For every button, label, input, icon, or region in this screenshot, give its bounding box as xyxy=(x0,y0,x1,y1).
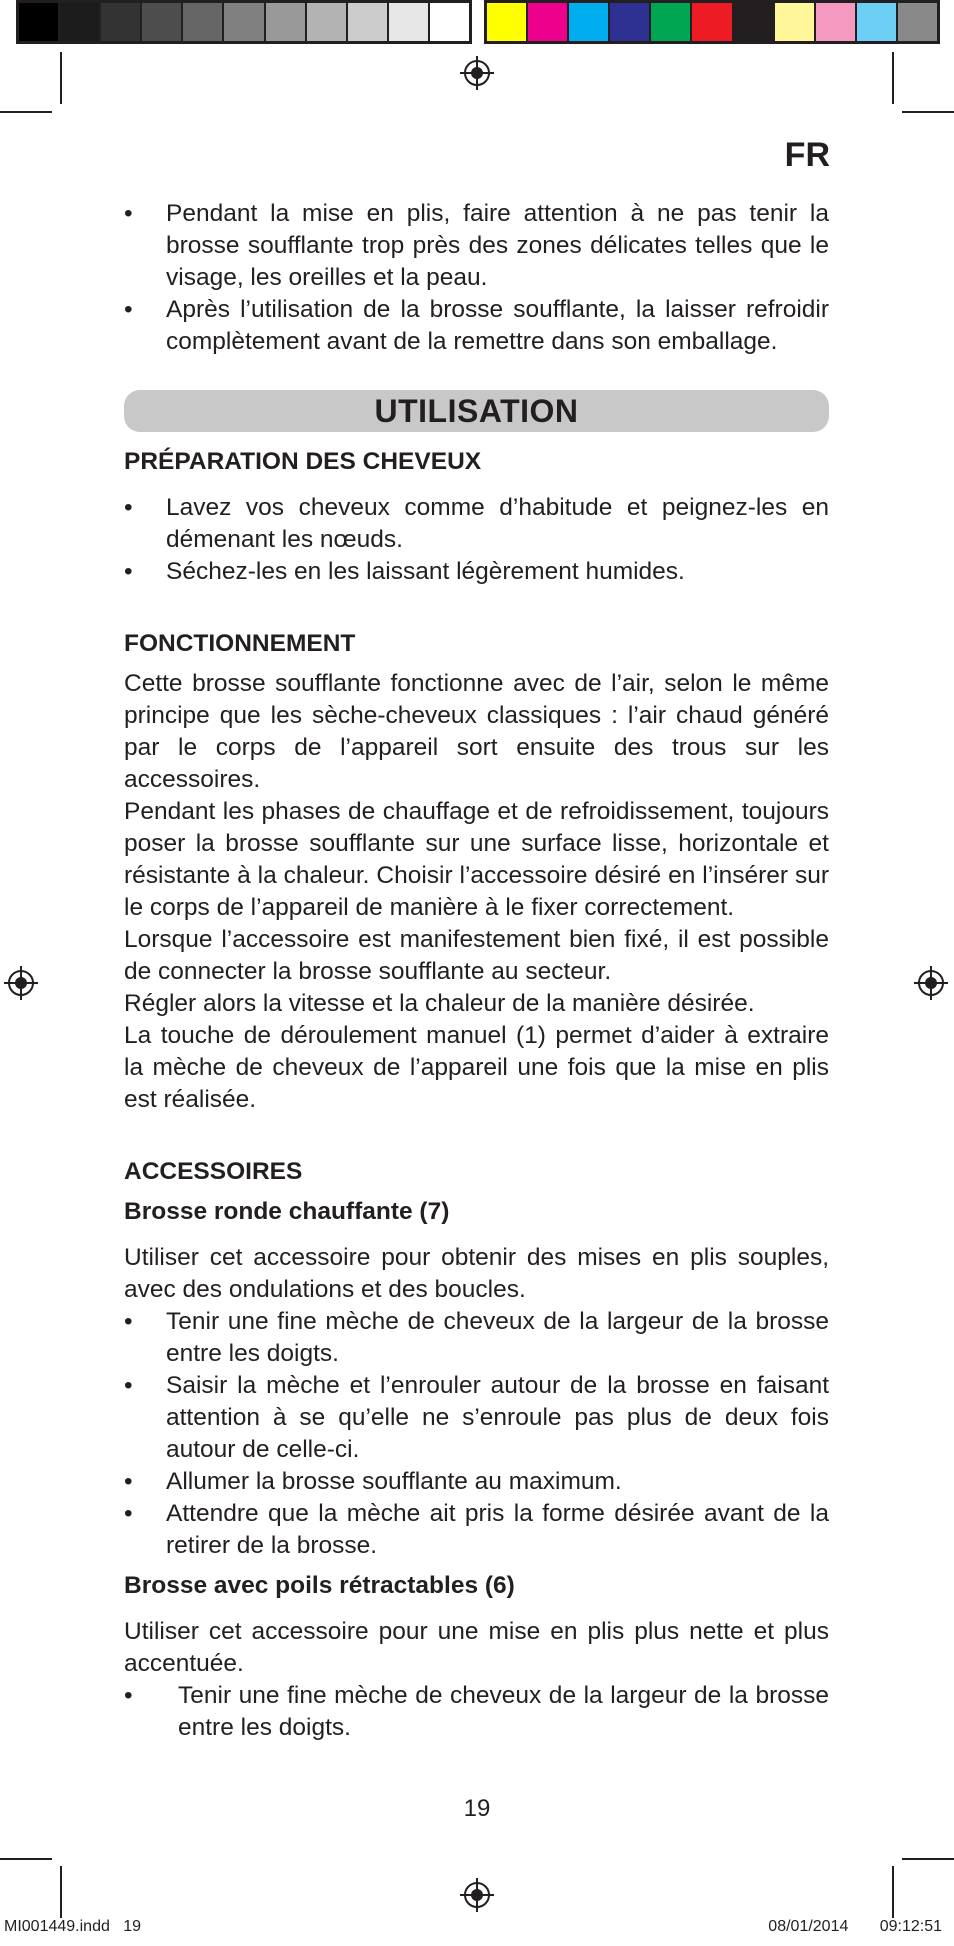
crop-mark xyxy=(60,1866,62,1918)
list-item: • Tenir une fine mèche de cheveux de la largeur de la brosse entre les doigts. xyxy=(124,1680,829,1744)
crop-mark xyxy=(0,1858,52,1860)
list-item: • Séchez-les en les laissant légèrement humides. xyxy=(124,556,829,588)
color-swatch xyxy=(569,3,610,41)
registration-mark-icon xyxy=(460,1878,494,1912)
paragraph: Cette brosse soufflante fonctionne avec de l’air, selon le même principe que les sèche-cheveux classiques : l’air chaud généré par le corps de l’appareil sort ensuite des trous sur les accessoires. xyxy=(124,670,829,793)
paragraph: Utiliser cet accessoire pour une mise en plis plus nette et plus accentuée. xyxy=(124,1618,829,1677)
list-item: • Saisir la mèche et l’enrouler autour de la brosse en faisant attention à se qu’elle ne s’enroule pas plus de deux fois autour de celle-ci. xyxy=(124,1370,829,1466)
color-swatch xyxy=(692,3,733,41)
heading-brosse-ronde: Brosse ronde chauffante (7) xyxy=(124,1198,450,1225)
list-item: • Après l’utilisation de la brosse soufflante, la laisser refroidir complètement avant de la remettre dans son emballage. xyxy=(124,294,829,358)
color-swatch xyxy=(734,3,775,41)
crop-mark xyxy=(0,111,52,113)
paragraph: Utiliser cet accessoire pour obtenir des mises en plis souples, avec des ondulations et des boucles. xyxy=(124,1244,829,1303)
ronde-bullet-list xyxy=(124,1306,829,1562)
language-label: FR xyxy=(784,136,830,174)
list-item: • Pendant la mise en plis, faire attention à ne pas tenir la brosse soufflante trop près des zones délicates telles que le visage, les oreilles et la peau. xyxy=(124,198,829,294)
crop-mark xyxy=(902,1858,954,1860)
list-item: • Tenir une fine mèche de cheveux de la largeur de la brosse entre les doigts. xyxy=(124,1306,829,1370)
preparation-bullet-list xyxy=(124,492,829,588)
heading-brosse-retractables: Brosse avec poils rétractables (6) xyxy=(124,1572,515,1599)
registration-mark-icon xyxy=(460,56,494,90)
registration-mark-icon xyxy=(914,966,948,1000)
section-title-banner: UTILISATION xyxy=(124,390,829,432)
color-swatch xyxy=(857,3,898,41)
color-swatch xyxy=(487,3,528,41)
list-item: • Lavez vos cheveux comme d’habitude et peignez-les en démenant les nœuds. xyxy=(124,492,829,556)
color-swatch xyxy=(528,3,569,41)
crop-mark xyxy=(892,52,894,104)
paragraph: La touche de déroulement manuel (1) permet d’aider à extraire la mèche de cheveux de l’appareil une fois que la mise en plis est réalisée. xyxy=(124,1022,829,1113)
color-swatch xyxy=(816,3,857,41)
gray-swatch xyxy=(307,3,348,41)
intro-bullet-list xyxy=(124,198,829,358)
paragraph: Pendant les phases de chauffage et de refroidissement, toujours poser la brosse soufflante sur une surface lisse, horizontale et résistante à la chaleur. Choisir l’accessoire désiré en l’insérer sur le corps de l’appareil de manière à le fixer correctement. xyxy=(124,798,829,921)
color-swatch xyxy=(898,3,937,41)
color-swatch xyxy=(651,3,692,41)
gray-swatch xyxy=(224,3,265,41)
file-slug: MI001449.indd 19 xyxy=(4,1918,141,1935)
crop-mark xyxy=(902,111,954,113)
list-item: • Attendre que la mèche ait pris la forme désirée avant de la retirer de la brosse. xyxy=(124,1498,829,1562)
page-content xyxy=(124,198,829,1744)
color-swatch xyxy=(775,3,816,41)
heading-fonctionnement: FONCTIONNEMENT xyxy=(124,630,356,657)
crop-mark xyxy=(60,52,62,104)
heading-preparation: PRÉPARATION DES CHEVEUX xyxy=(124,448,482,475)
gray-swatch xyxy=(101,3,142,41)
paragraph: Régler alors la vitesse et la chaleur de la manière désirée. xyxy=(124,990,755,1017)
registration-mark-icon xyxy=(4,966,38,1000)
gray-swatch xyxy=(19,3,60,41)
gray-swatch xyxy=(348,3,389,41)
color-swatch xyxy=(610,3,651,41)
gray-swatch xyxy=(60,3,101,41)
grayscale-calibration-bar xyxy=(16,0,472,44)
list-item: • Allumer la brosse soufflante au maximum. xyxy=(124,1466,829,1498)
crop-mark xyxy=(892,1866,894,1918)
paragraph: Lorsque l’accessoire est manifestement bien fixé, il est possible de connecter la brosse soufflante au secteur. xyxy=(124,926,829,985)
gray-swatch xyxy=(266,3,307,41)
page-number: 19 xyxy=(463,1795,491,1822)
retractables-bullet-list xyxy=(124,1680,829,1744)
color-calibration-bar xyxy=(484,0,940,44)
gray-swatch xyxy=(142,3,183,41)
heading-accessoires: ACCESSOIRES xyxy=(124,1158,303,1185)
gray-swatch xyxy=(389,3,430,41)
gray-swatch xyxy=(183,3,224,41)
gray-swatch xyxy=(430,3,469,41)
date-slug: 08/01/2014 09:12:51 xyxy=(768,1918,942,1935)
